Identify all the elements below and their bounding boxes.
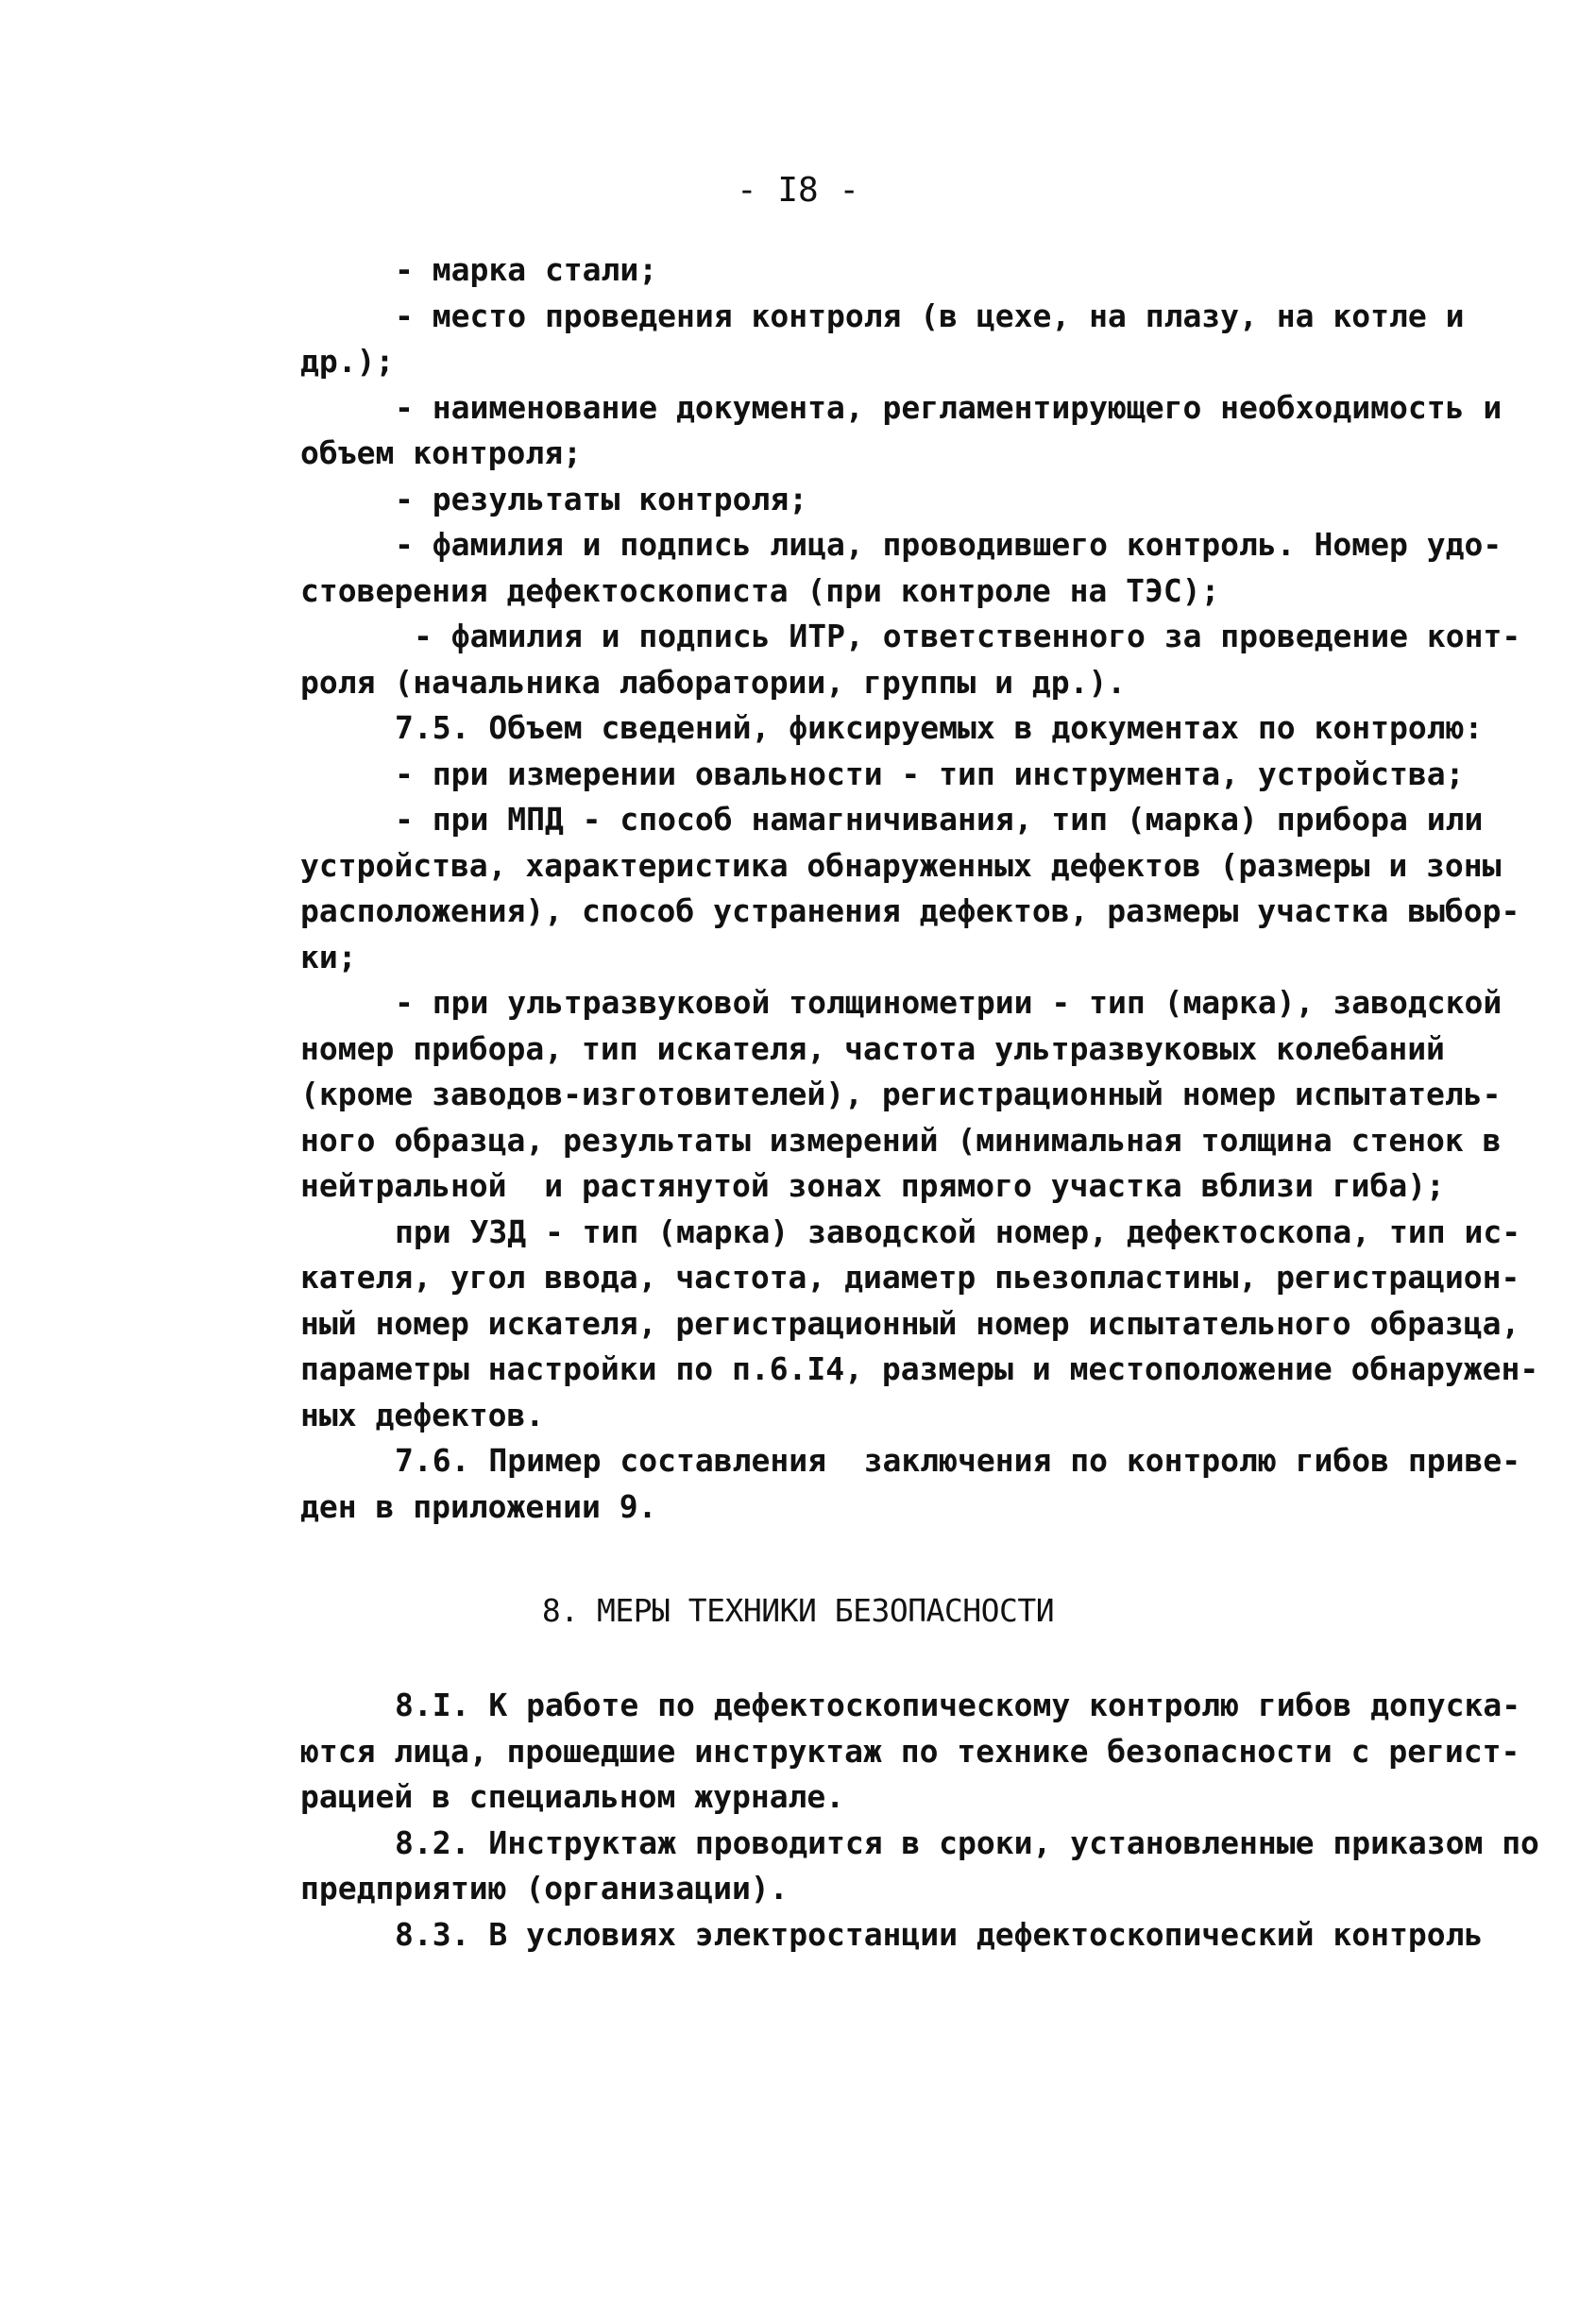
paragraph-line: - при МПД - способ намагничивания, тип (марка) прибора или xyxy=(395,801,1484,838)
paragraph-line: др.); xyxy=(300,343,395,380)
paragraph-line: - марка стали; xyxy=(395,251,658,288)
page-number: - I8 - xyxy=(736,171,860,210)
paragraph-line: стоверения дефектоскописта (при контроле на ТЭС); xyxy=(300,571,1220,609)
paragraph-line: номер прибора, тип искателя, частота ультразвуковых колебаний xyxy=(300,1029,1445,1067)
clause-8-3: 8.3. В условиях электростанции дефектоскопический контроль xyxy=(395,1915,1484,1953)
paragraph-line: нейтральной и растянутой зонах прямого участка вблизи гиба); xyxy=(300,1167,1445,1204)
paragraph-line: (кроме заводов-изготовителей), регистрационный номер испытатель- xyxy=(300,1076,1502,1112)
paragraph-line: - фамилия и подпись лица, проводившего контроль. Номер удо- xyxy=(395,526,1503,563)
clause-8-2: 8.2. Инструктаж проводится в сроки, установленные приказом по xyxy=(395,1823,1539,1861)
paragraph-line: - при измерении овальности - тип инструмента, устройства; xyxy=(395,755,1465,792)
paragraph-line: рацией в специальном журнале. xyxy=(300,1778,845,1815)
paragraph-line: параметры настройки по п.6.I4, размеры и местоположение обнаружен- xyxy=(300,1350,1539,1387)
paragraph-line: устройства, характеристика обнаруженных дефектов (размеры и зоны xyxy=(300,846,1502,884)
clause-7-6: 7.6. Пример составления заключения по контролю гибов приве- xyxy=(395,1442,1521,1479)
paragraph-line: - фамилия и подпись ИТР, ответственного за проведение конт- xyxy=(414,618,1521,654)
paragraph-line: ки; xyxy=(300,938,357,975)
paragraph-line: роля (начальника лаборатории, группы и др.). xyxy=(300,663,1127,701)
clause-7-5-heading: 7.5. Объем сведений, фиксируемых в документах по контролю: xyxy=(395,709,1484,746)
paragraph-line: ются лица, прошедшие инструктаж по технике безопасности с регист- xyxy=(300,1732,1520,1770)
paragraph-line: - место проведения контроля (в цехе, на плазу, на котле и xyxy=(395,297,1465,334)
paragraph-line: объем контроля; xyxy=(300,434,583,471)
paragraph-line: ных дефектов. xyxy=(300,1396,545,1433)
paragraph-line: ный номер искателя, регистрационный номер испытательного образца, xyxy=(300,1304,1520,1342)
paragraph-line: ного образца, результаты измерений (минимальная толщина стенок в xyxy=(300,1121,1502,1159)
section-8-heading: 8. МЕРЫ ТЕХНИКИ БЕЗОПАСНОСТИ xyxy=(541,1592,1055,1629)
paragraph-line: - результаты контроля; xyxy=(395,480,808,517)
paragraph-line: - наименование документа, регламентирующего необходимость и xyxy=(395,388,1503,426)
paragraph-line: расположения), способ устранения дефектов, размеры участка выбор- xyxy=(300,892,1520,929)
clause-8-1: 8.I. К работе по дефектоскопическому контролю гибов допуска- xyxy=(395,1687,1521,1723)
section-8-body xyxy=(300,1683,1539,1958)
paragraph-line: при УЗД - тип (марка) заводской номер, дефектоскопа, тип ис- xyxy=(395,1212,1521,1250)
paragraph-line: - при ультразвуковой толщинометрии - тип (марка), заводской xyxy=(395,984,1503,1021)
paragraph-line: предприятию (организации). xyxy=(300,1870,789,1907)
paragraph-line: ден в приложении 9. xyxy=(300,1487,657,1525)
paragraph-line: кателя, угол ввода, частота, диаметр пьезопластины, регистрацион- xyxy=(300,1259,1520,1296)
section-7-body xyxy=(300,247,1539,1530)
